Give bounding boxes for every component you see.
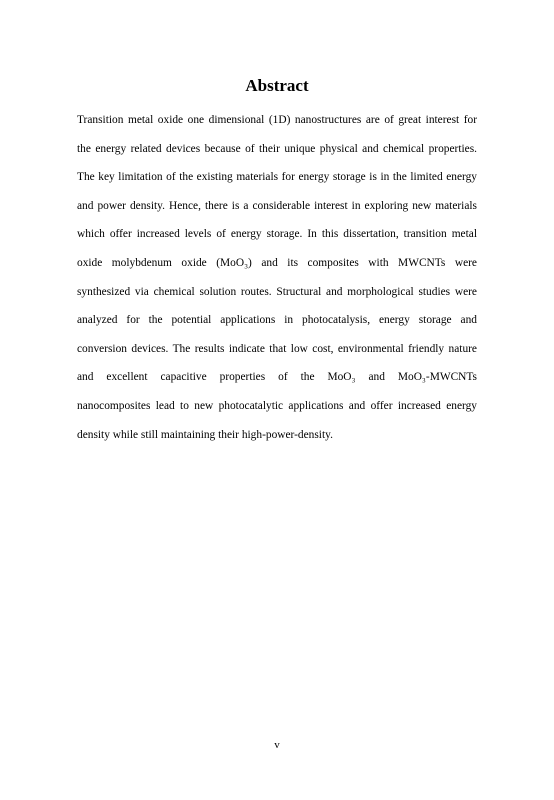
abstract-line: the energy related devices because of their unique physical and chemical properties. [77,142,477,155]
abstract-line: conversion devices. The results indicate that low cost, environmental friendly nature [77,342,477,355]
abstract-line: and power density. Hence, there is a considerable interest in exploring new materials [77,199,477,212]
page-number: v [274,739,280,751]
abstract-line: which offer increased levels of energy storage. In this dissertation, transition metal [77,228,477,241]
abstract-line: Transition metal oxide one dimensional (1D) nanostructures are of great interest for [77,114,477,126]
abstract-line: nanocomposites lead to new photocatalytic applications and offer increased energy [77,399,477,412]
abstract-title: Abstract [245,76,309,95]
abstract-body [77,106,477,449]
abstract-line: synthesized via chemical solution routes. Structural and morphological studies were [77,285,477,298]
abstract-line: oxide molybdenum oxide (MoO₃) and its composites with MWCNTs were [77,256,477,269]
abstract-line: density while still maintaining their high-power-density. [77,428,333,441]
abstract-line: The key limitation of the existing materials for energy storage is in the limited energy [77,171,477,184]
abstract-line: and excellent capacitive properties of the MoO₃ and MoO₃-MWCNTs [77,371,477,384]
abstract-line: analyzed for the potential applications in photocatalysis, energy storage and [77,314,477,327]
